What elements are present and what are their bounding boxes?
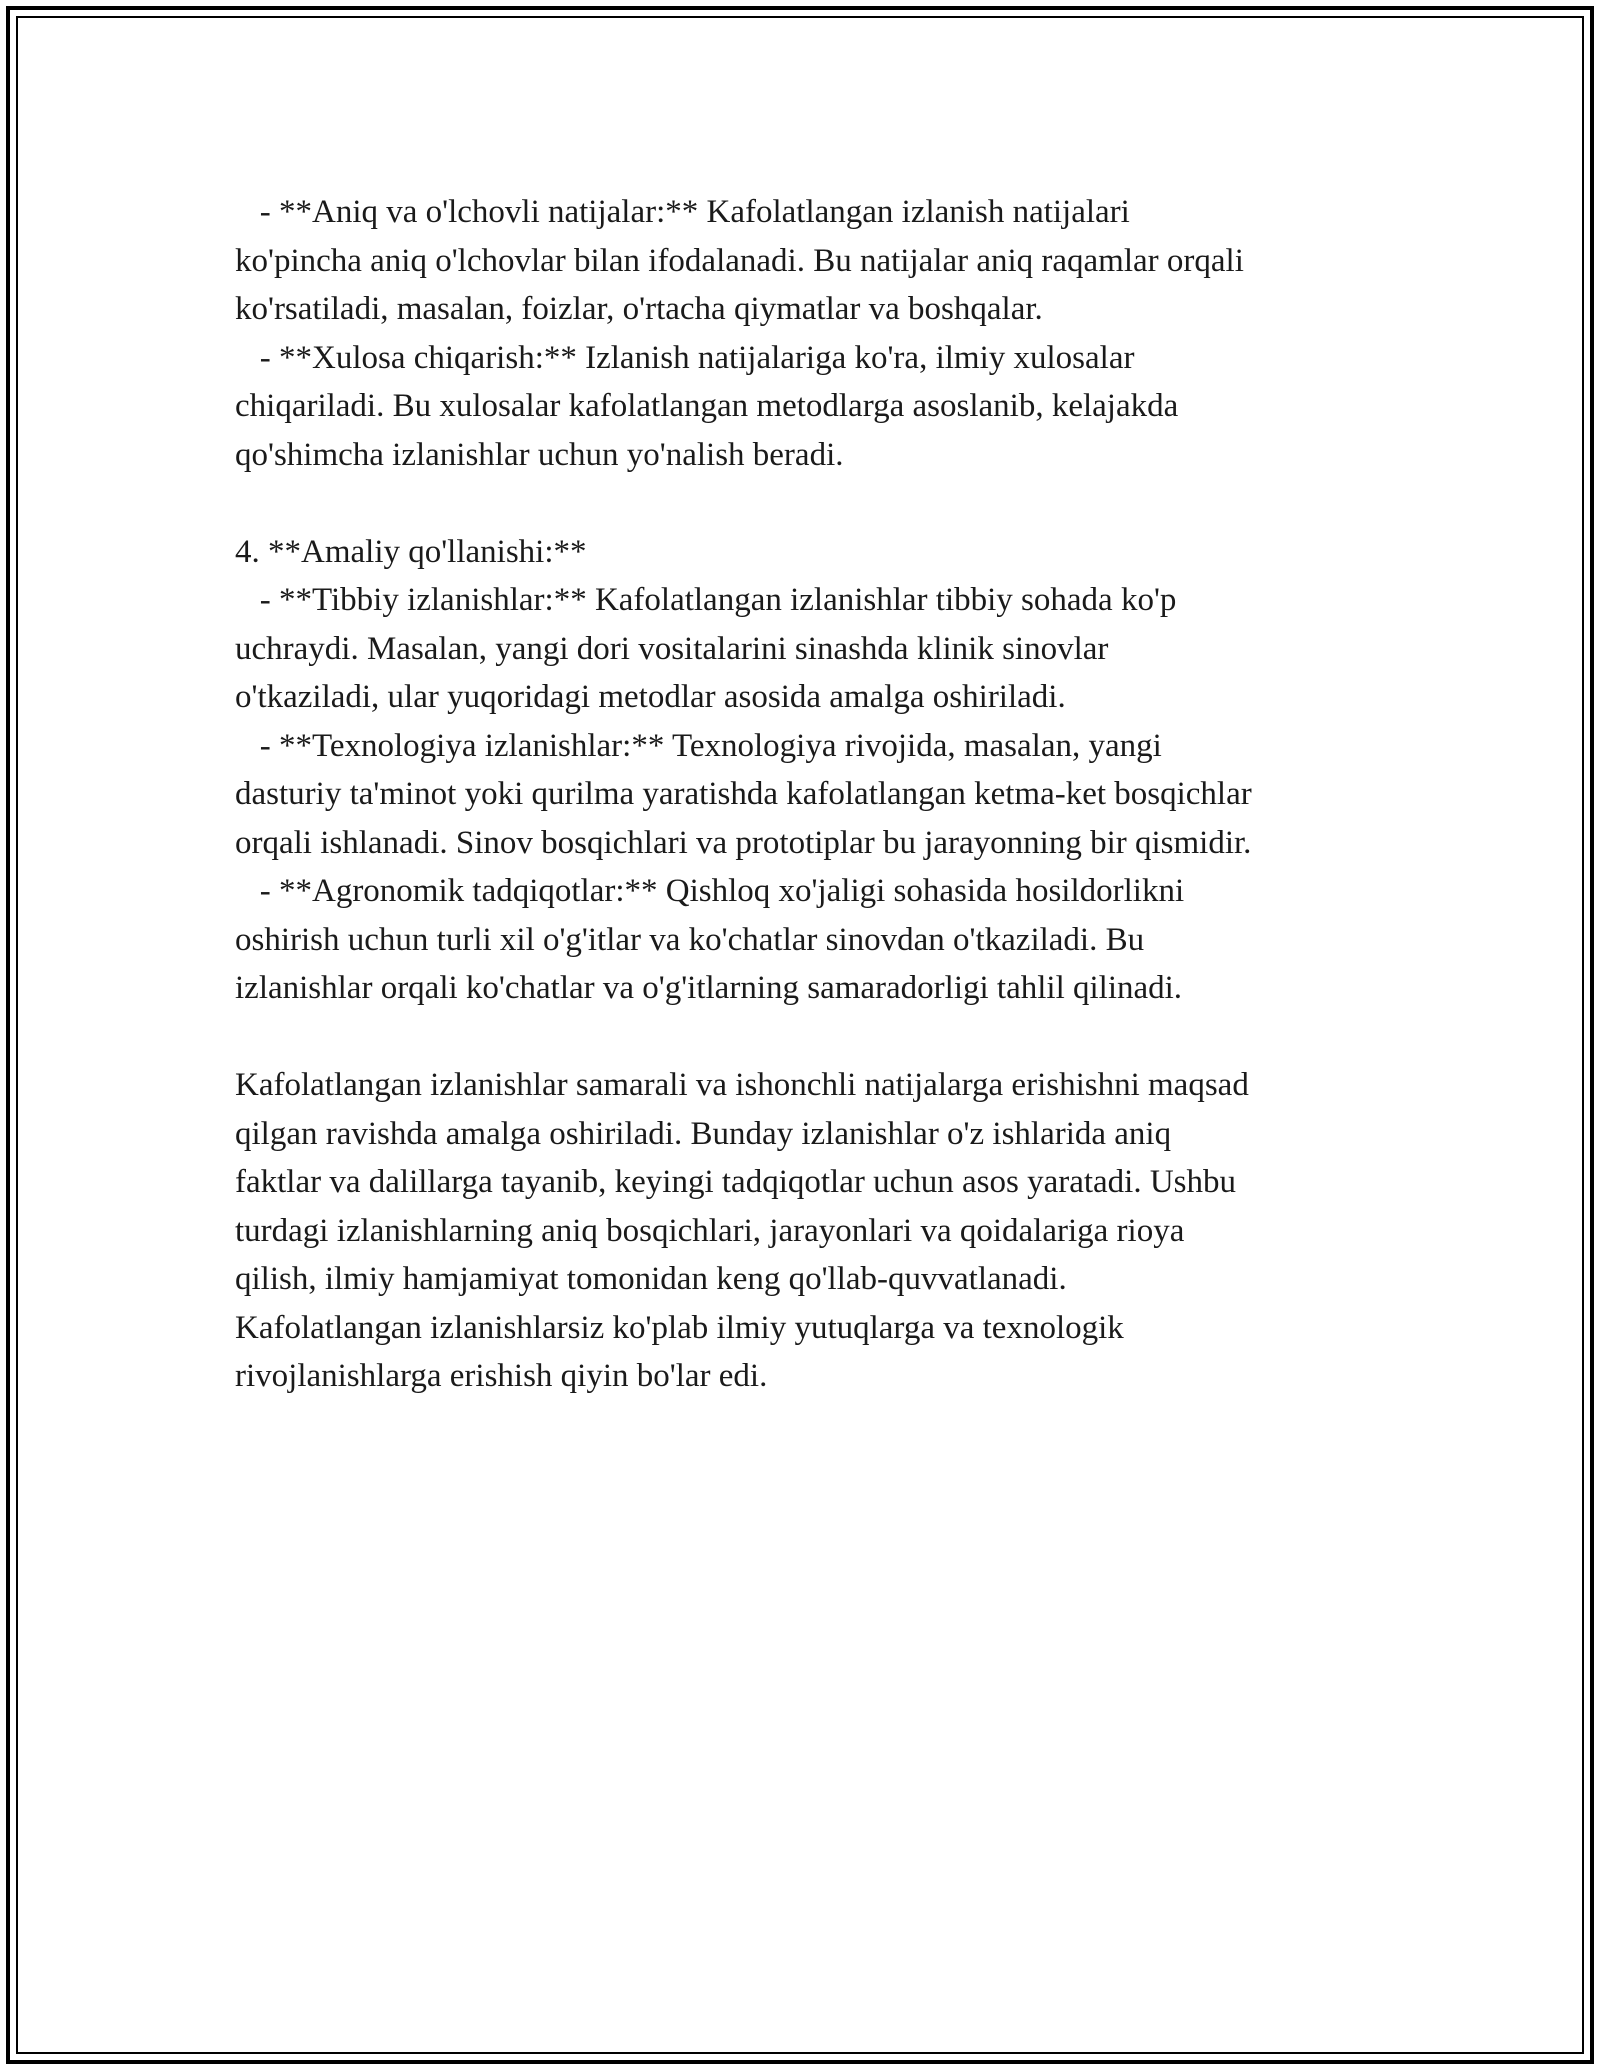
- conclusion-paragraph: [235, 1061, 1375, 1401]
- text-line: ko'pincha aniq o'lchovlar bilan ifodalanadi. Bu natijalar aniq raqamlar orqali: [235, 242, 1244, 279]
- text-line: izlanishlar orqali ko'chatlar va o'g'itlarning samaradorligi tahlil qilinadi.: [235, 970, 1183, 1006]
- text-line: - **Tibbiy izlanishlar:** Kafolatlangan izlanishlar tibbiy sohada ko'p: [235, 582, 1177, 618]
- text-line: qilish, ilmiy hamjamiyat tomonidan keng qo'llab-quvvatlanadi.: [235, 1261, 1067, 1297]
- text-line: qo'shimcha izlanishlar uchun yo'nalish beradi.: [235, 436, 844, 473]
- text-line: - **Xulosa chiqarish:** Izlanish natijalariga ko'ra, ilmiy xulosalar: [235, 339, 1135, 376]
- paragraph-spacer: [235, 1013, 1375, 1062]
- results-section: [235, 188, 1375, 479]
- text-line: rivojlanishlarga erishish qiyin bo'lar edi.: [235, 1358, 768, 1394]
- text-line: uchraydi. Masalan, yangi dori vositalarini sinashda klinik sinovlar: [235, 630, 1109, 667]
- text-line: faktlar va dalillarga tayanib, keyingi tadqiqotlar uchun asos yaratadi. Ushbu: [235, 1164, 1237, 1200]
- paragraph-spacer: [235, 479, 1375, 528]
- section-heading: 4. **Amaliy qo'llanishi:**: [235, 533, 587, 570]
- text-line: qilgan ravishda amalga oshiriladi. Bunday izlanishlar o'z ishlarida aniq: [235, 1115, 1172, 1152]
- text-line: dasturiy ta'minot yoki qurilma yaratishda kafolatlangan ketma-ket bosqichlar: [235, 776, 1252, 812]
- text-line: - **Aniq va o'lchovli natijalar:** Kafolatlangan izlanish natijalari: [235, 194, 1130, 230]
- document-body: [235, 188, 1375, 1401]
- text-line: oshirish uchun turli xil o'g'itlar va ko'chatlar sinovdan o'tkaziladi. Bu: [235, 921, 1145, 958]
- text-line: orqali ishlanadi. Sinov bosqichlari va prototiplar bu jarayonning bir qismidir.: [235, 824, 1252, 861]
- text-line: - **Texnologiya izlanishlar:** Texnologiya rivojida, masalan, yangi: [235, 727, 1162, 764]
- text-line: ko'rsatiladi, masalan, foizlar, o'rtacha qiymatlar va boshqalar.: [235, 291, 1043, 327]
- text-line: Kafolatlangan izlanishlar samarali va ishonchli natijalarga erishishni maqsad: [235, 1067, 1249, 1103]
- text-line: - **Agronomik tadqiqotlar:** Qishloq xo'jaligi sohasida hosildorlikni: [235, 873, 1185, 909]
- text-line: chiqariladi. Bu xulosalar kafolatlangan metodlarga asoslanib, kelajakda: [235, 388, 1179, 424]
- practical-application-section: [235, 528, 1375, 1013]
- text-line: o'tkaziladi, ular yuqoridagi metodlar asosida amalga oshiriladi.: [235, 679, 1066, 715]
- text-line: turdagi izlanishlarning aniq bosqichlari, jarayonlari va qoidalariga rioya: [235, 1212, 1185, 1249]
- text-line: Kafolatlangan izlanishlarsiz ko'plab ilmiy yutuqlarga va texnologik: [235, 1309, 1124, 1346]
